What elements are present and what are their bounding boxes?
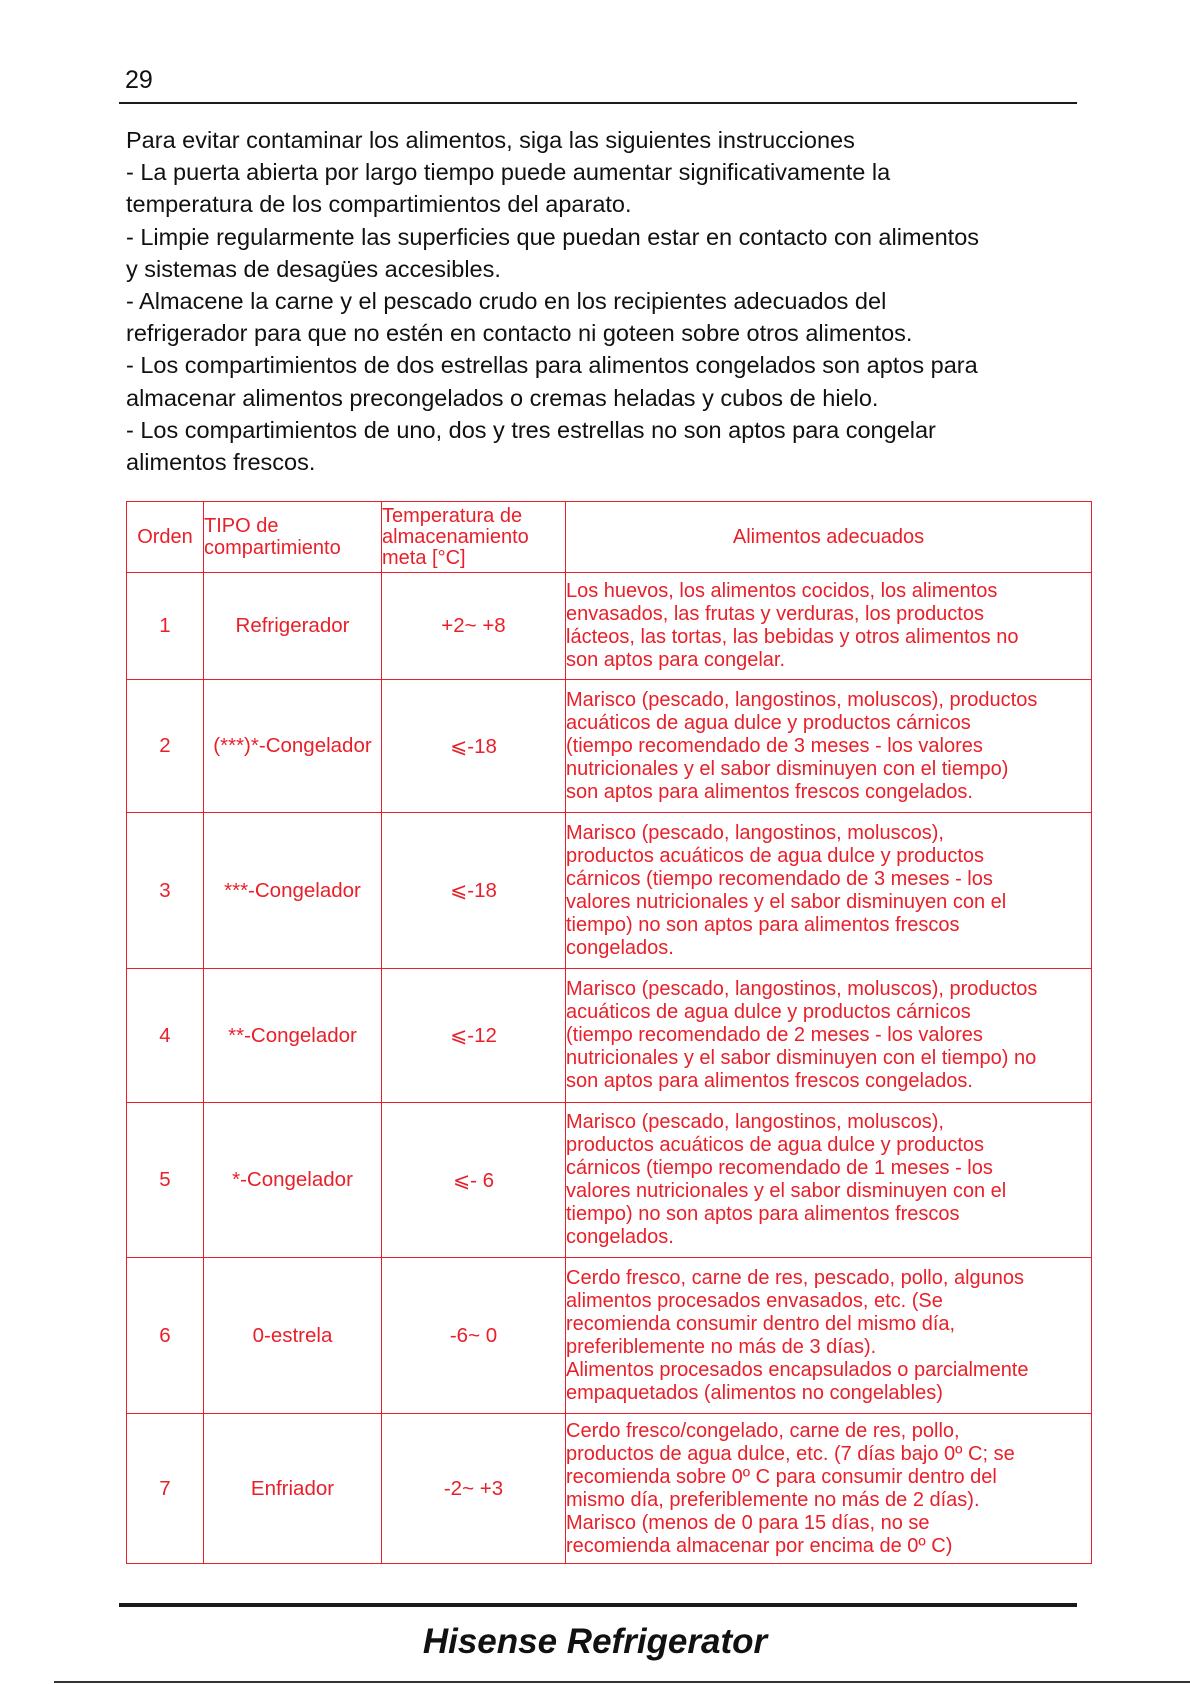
food-line: Marisco (pescado, langostinos, moluscos),: [566, 1111, 944, 1133]
row-type: **-Congelador: [204, 969, 382, 1103]
row-foods: [566, 969, 1092, 1103]
header-type-line: TIPO de: [204, 515, 279, 537]
intro-line: y sistemas de desagües accesibles.: [126, 255, 501, 282]
food-line: valores nutricionales y el sabor disminuyen con el: [566, 1180, 1007, 1202]
food-line: mismo día, preferiblemente no más de 2 días).: [566, 1488, 980, 1511]
food-line: envasados, las frutas y verduras, los productos: [566, 603, 984, 625]
table-row: [127, 1103, 1092, 1258]
food-line: Marisco (pescado, langostinos, moluscos), productos: [566, 978, 1038, 1000]
row-order: 1: [127, 573, 204, 680]
food-line: acuáticos de agua dulce y productos cárnicos: [566, 711, 971, 734]
row-type: ***-Congelador: [204, 813, 382, 969]
footer-divider: [119, 1603, 1077, 1607]
row-foods: [566, 1103, 1092, 1258]
row-order: 3: [127, 813, 204, 969]
row-temperature: +2~ +8: [382, 573, 566, 680]
table-row: [127, 813, 1092, 969]
header-order: Orden: [127, 502, 204, 573]
row-order: 5: [127, 1103, 204, 1258]
food-line: nutricionales y el sabor disminuyen con el tiempo) no: [566, 1047, 1037, 1069]
row-type: *-Congelador: [204, 1103, 382, 1258]
food-line: cárnicos (tiempo recomendado de 3 meses - los: [566, 867, 993, 890]
row-type: (***)*-Congelador: [204, 680, 382, 813]
food-line: cárnicos (tiempo recomendado de 1 meses - los: [566, 1157, 993, 1179]
food-line: nutricionales y el sabor disminuyen con el tiempo): [566, 757, 1009, 780]
intro-line: alimentos frescos.: [126, 449, 316, 476]
food-line: Los huevos, los alimentos cocidos, los alimentos: [566, 580, 998, 602]
table-row: [127, 1414, 1092, 1564]
row-foods: [566, 813, 1092, 969]
food-line: Alimentos procesados encapsulados o parcialmente: [566, 1358, 1029, 1381]
row-foods: [566, 1258, 1092, 1414]
food-line: acuáticos de agua dulce y productos cárnicos: [566, 1001, 971, 1023]
header-temp-line: almacenamiento: [382, 525, 529, 548]
food-line: Marisco (pescado, langostinos, moluscos), productos: [566, 688, 1038, 711]
page-bottom-rule: [54, 1681, 1190, 1683]
row-temperature: -6~ 0: [382, 1258, 566, 1414]
food-line: productos de agua dulce, etc. (7 días bajo 0º C; se: [566, 1442, 1015, 1465]
row-order: 7: [127, 1414, 204, 1564]
row-temperature: ⩽-18: [382, 680, 566, 813]
food-line: son aptos para alimentos frescos congelados.: [566, 780, 973, 803]
header-divider: [119, 102, 1077, 104]
row-temperature: -2~ +3: [382, 1414, 566, 1564]
food-line: (tiempo recomendado de 2 meses - los valores: [566, 1024, 983, 1046]
header-temp-line: Temperatura de: [382, 504, 523, 527]
intro-line: - Limpie regularmente las superficies que puedan estar en contacto con alimentos: [126, 223, 980, 250]
row-type: Enfriador: [204, 1414, 382, 1564]
food-line: Marisco (menos de 0 para 15 días, no se: [566, 1511, 930, 1534]
intro-line: refrigerador para que no estén en contacto ni goteen sobre otros alimentos.: [126, 320, 913, 347]
food-line: son aptos para congelar.: [566, 649, 786, 671]
food-line: preferiblemente no más de 3 días).: [566, 1335, 877, 1358]
table-header-row: [127, 502, 1092, 573]
row-temperature: ⩽- 6: [382, 1103, 566, 1258]
row-temperature: ⩽-18: [382, 813, 566, 969]
page-number: 29: [125, 66, 153, 94]
header-type-line: compartimiento: [204, 537, 341, 559]
intro-line: Para evitar contaminar los alimentos, siga las siguientes instrucciones: [126, 127, 855, 153]
food-line: Cerdo fresco/congelado, carne de res, pollo,: [566, 1419, 960, 1442]
intro-line: - Almacene la carne y el pescado crudo en los recipientes adecuados del: [126, 288, 887, 315]
header-type: [204, 502, 382, 573]
storage-table: [126, 501, 1092, 1564]
row-foods: [566, 1414, 1092, 1564]
table-row: [127, 573, 1092, 680]
header-temp-line: meta [°C]: [382, 546, 466, 569]
food-line: valores nutricionales y el sabor disminuyen con el: [566, 890, 1007, 913]
food-line: (tiempo recomendado de 3 meses - los valores: [566, 734, 983, 757]
food-line: empaquetados (alimentos no congelables): [566, 1381, 943, 1404]
brand-footer: Hisense Refrigerator: [422, 1622, 768, 1661]
row-order: 6: [127, 1258, 204, 1414]
food-line: Marisco (pescado, langostinos, moluscos),: [566, 821, 944, 844]
row-foods: [566, 680, 1092, 813]
intro-line: - La puerta abierta por largo tiempo puede aumentar significativamente la: [126, 159, 891, 186]
intro-instructions: [126, 124, 1086, 478]
intro-line: - Los compartimientos de uno, dos y tres estrellas no son aptos para congelar: [126, 416, 936, 443]
row-order: 2: [127, 680, 204, 813]
table-row: [127, 969, 1092, 1103]
row-foods: [566, 573, 1092, 680]
food-line: recomienda consumir dentro del mismo día,: [566, 1312, 956, 1335]
food-line: congelados.: [566, 936, 674, 959]
table-row: [127, 680, 1092, 813]
row-type: Refrigerador: [204, 573, 382, 680]
row-temperature: ⩽-12: [382, 969, 566, 1103]
food-line: recomienda almacenar por encima de 0º C): [566, 1534, 953, 1557]
food-line: congelados.: [566, 1226, 674, 1248]
row-type: 0-estrela: [204, 1258, 382, 1414]
intro-line: temperatura de los compartimientos del aparato.: [126, 191, 632, 218]
table-row: [127, 1258, 1092, 1414]
header-foods: Alimentos adecuados: [566, 502, 1092, 573]
food-line: tiempo) no son aptos para alimentos frescos: [566, 913, 960, 936]
food-line: productos acuáticos de agua dulce y productos: [566, 844, 985, 867]
food-line: lácteos, las tortas, las bebidas y otros alimentos no: [566, 626, 1019, 648]
intro-line: almacenar alimentos precongelados o cremas heladas y cubos de hielo.: [126, 384, 879, 411]
row-order: 4: [127, 969, 204, 1103]
intro-line: - Los compartimientos de dos estrellas para alimentos congelados son aptos para: [126, 352, 978, 379]
header-temperature: [382, 502, 566, 573]
food-line: tiempo) no son aptos para alimentos frescos: [566, 1203, 960, 1225]
food-line: recomienda sobre 0º C para consumir dentro del: [566, 1465, 997, 1488]
food-line: son aptos para alimentos frescos congelados.: [566, 1070, 973, 1092]
food-line: Cerdo fresco, carne de res, pescado, pollo, algunos: [566, 1266, 1025, 1289]
food-line: productos acuáticos de agua dulce y productos: [566, 1134, 985, 1156]
food-line: alimentos procesados envasados, etc. (Se: [566, 1289, 943, 1312]
